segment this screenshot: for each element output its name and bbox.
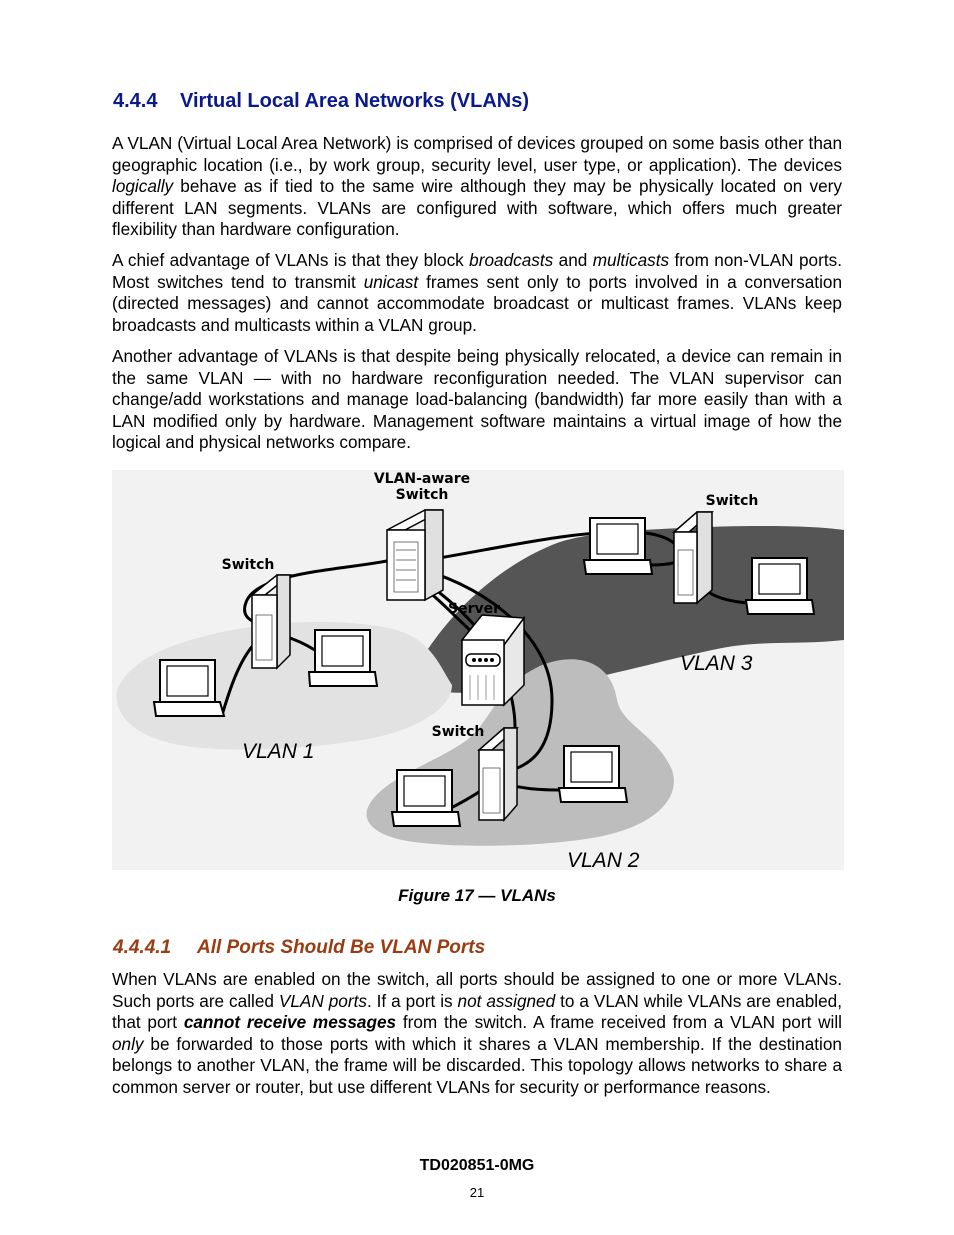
text-run: only <box>112 1033 144 1054</box>
text-run: When VLANs are enabled on the switch, all ports should be assigned to one or more VLANs. Such ports are called <box>112 969 842 1011</box>
text-run: and <box>553 250 593 270</box>
text-run: unicast <box>363 271 419 292</box>
vlan-figure <box>112 470 844 870</box>
subsection-title: All Ports Should Be VLAN Ports <box>197 937 486 958</box>
text-run: broadcasts <box>469 250 554 270</box>
paragraph-relocation-advantage <box>112 346 842 454</box>
label-switch-right: Switch <box>705 493 759 509</box>
section-heading <box>113 90 529 113</box>
text-run: not assigned <box>457 990 556 1011</box>
vlan-diagram <box>112 470 844 870</box>
subsection-heading <box>113 937 485 959</box>
section-title: Virtual Local Area Networks (VLANs) <box>180 90 529 112</box>
text-run: cannot receive messages <box>183 1012 397 1032</box>
figure-caption: Figure 17 — VLANs <box>398 886 556 905</box>
workstation-vlan3-b <box>746 558 814 614</box>
text-run: VLAN ports <box>278 990 367 1011</box>
label-switch-left: Switch <box>221 557 275 573</box>
workstation-vlan3-a <box>584 518 652 574</box>
label-switch-bottom: Switch <box>431 724 485 740</box>
page-number: 21 <box>469 1185 485 1200</box>
label-vlan1: VLAN 1 <box>242 740 315 763</box>
text-run: logically <box>112 176 174 196</box>
workstation-vlan2-a <box>392 770 460 826</box>
label-server: Server <box>447 601 501 617</box>
text-run: frames sent only to ports involved in a conversation (directed messages) and cannot accommodate broadcast or multicast frames. VLANs keep broadcasts and multicasts within a VLAN group. <box>112 271 843 335</box>
paragraph-broadcast-advantage <box>112 250 842 336</box>
workstation-vlan1-b <box>309 630 377 686</box>
paragraph-vlan-ports <box>112 969 842 1098</box>
section-number: 4.4.4 <box>113 90 158 112</box>
text-run: be forwarded to those ports with which it shares a VLAN membership. If the destination belongs to another VLAN, the frame will be discarded. This topology allows networks to share a common server or router, but use different VLANs for security or performance reasons. <box>112 1033 842 1097</box>
text-run: multicasts <box>592 250 670 270</box>
text-run: from the switch. A frame received from a VLAN port will <box>396 1012 842 1032</box>
document-id: TD020851-0MG <box>419 1157 535 1174</box>
text-run: . If a port is <box>366 990 458 1011</box>
text-run: A VLAN (Virtual Local Area Network) is comprised of devices grouped on some basis other than geographic location (i.e., by work group, security level, user type, or application). The devices <box>112 133 842 175</box>
text-run: A chief advantage of VLANs is that they block <box>112 250 470 270</box>
workstation-vlan2-b <box>559 746 627 802</box>
workstation-vlan1-a <box>154 660 224 716</box>
text-run: from non-VLAN ports. Most switches tend to transmit <box>112 250 842 292</box>
text-run: Another advantage of VLANs is that despite being physically relocated, a device can remain in the same VLAN — with no hardware reconfiguration needed. The VLAN supervisor can change/add workstations and manage load-balancing (bandwidth) far more easily than with a LAN modified only by hardware. Management software maintains a virtual image of how the logical and physical networks compare. <box>112 346 842 452</box>
label-vlan-aware-line2: Switch <box>395 487 449 503</box>
paragraph-vlan-definition <box>112 133 842 241</box>
label-vlan3: VLAN 3 <box>680 652 753 675</box>
text-run: behave as if tied to the same wire although they may be physically located on very different LAN segments. VLANs are configured with software, which offers much greater flexibility than hardware configuration. <box>112 176 842 239</box>
label-vlan2: VLAN 2 <box>567 849 640 870</box>
subsection-number: 4.4.4.1 <box>113 937 172 958</box>
label-vlan-aware-line1: VLAN-aware <box>373 471 471 487</box>
server <box>462 615 524 705</box>
text-run: to a VLAN while VLANs are enabled, that port <box>112 990 842 1032</box>
